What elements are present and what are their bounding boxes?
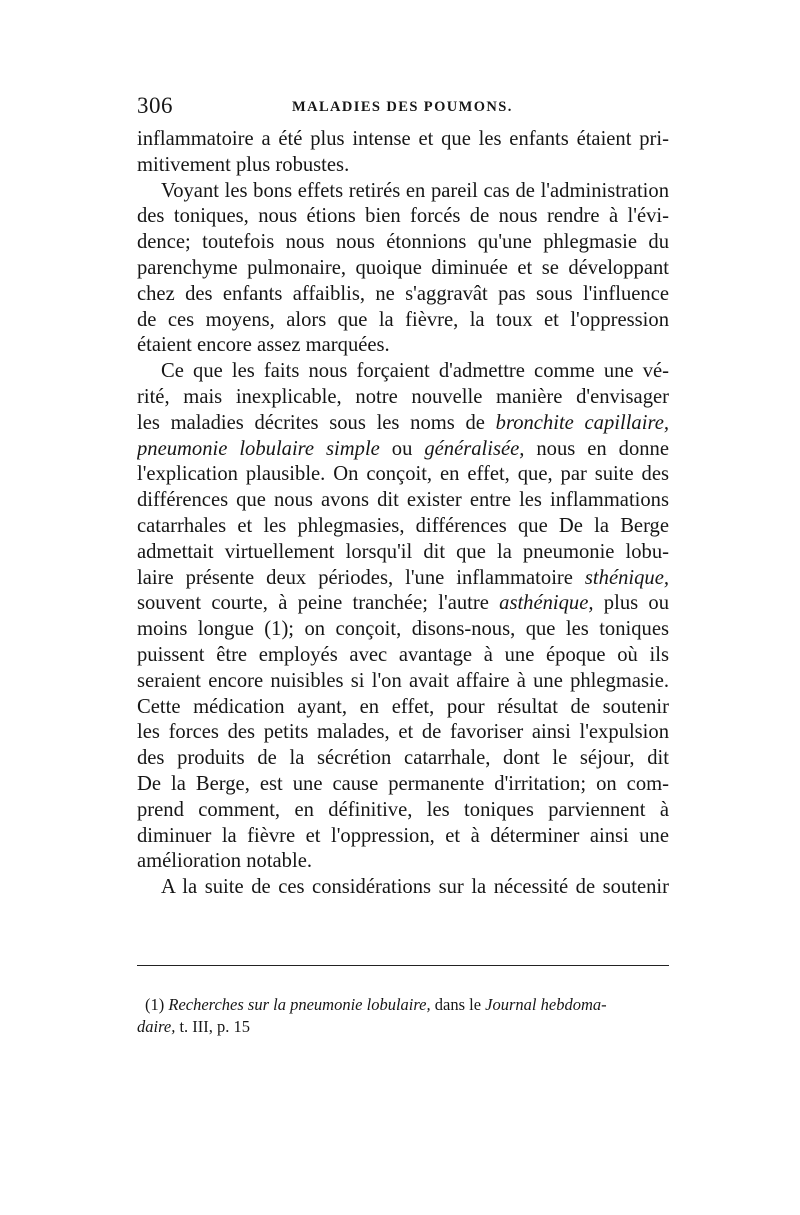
text-line: de ces moyens, alors que la fièvre, la toux et l'oppression [137, 308, 669, 331]
footnote-divider [137, 965, 669, 966]
text-line: souvent courte, à peine tranchée; l'autre asthénique, plus ou [137, 592, 669, 615]
text-line: l'explication plausible. On conçoit, en effet, que, par suite des [137, 463, 669, 486]
text-line: étaient encore assez marquées. [137, 334, 390, 357]
text-line: catarrhales et les phlegmasies, différences que De la Berge [137, 514, 669, 537]
text-line: des produits de la sécrétion catarrhale, dont le séjour, dit [137, 747, 669, 770]
footnote [137, 994, 669, 1038]
text-line: De la Berge, est une cause permanente d'irritation; on com- [137, 772, 669, 795]
text-line: Voyant les bons effets retirés en pareil cas de l'administration [161, 179, 669, 202]
text-line: prend comment, en définitive, les toniques parviennent à [137, 798, 669, 821]
text-line: inflammatoire a été plus intense et que les enfants étaient pri- [137, 128, 669, 150]
text-line: chez des enfants affaiblis, ne s'aggravât pas sous l'influence [137, 282, 669, 305]
text-line: rité, mais inexplicable, notre nouvelle manière d'envisager [137, 385, 669, 408]
text-line: différences que nous avons dit exister entre les inflammations [137, 489, 669, 512]
text-line: laire présente deux périodes, l'une inflammatoire sthénique, [137, 566, 669, 589]
page-number: 306 [137, 93, 173, 118]
text-line: parenchyme pulmonaire, quoique diminuée et se développant [137, 256, 669, 279]
text-line: pneumonie lobulaire simple ou généralisée, nous en donne [137, 437, 669, 460]
text-line: moins longue (1); on conçoit, disons-nous, que les toniques [137, 618, 669, 641]
text-line: Cette médication ayant, en effet, pour résultat de soutenir [137, 695, 669, 718]
page-header [137, 93, 669, 123]
body-text [137, 127, 669, 901]
footnote-line: daire, t. III, p. 15 [137, 1017, 251, 1036]
text-line: puissent être employés avec avantage à une époque où ils [137, 643, 669, 666]
text-line: les forces des petits malades, et de favoriser ainsi l'expulsion [137, 721, 669, 744]
text-line: les maladies décrites sous les noms de bronchite capillaire, [137, 411, 669, 434]
running-title: MALADIES DES POUMONS. [292, 99, 513, 115]
text-line: mitivement plus robustes. [137, 153, 350, 176]
text-line: seraient encore nuisibles si l'on avait affaire à une phlegmasie. [137, 669, 669, 692]
text-line: admettait virtuellement lorsqu'il dit que la pneumonie lobu- [137, 540, 669, 563]
footnote-line: (1) Recherches sur la pneumonie lobulaire, dans le Journal hebdoma- [145, 995, 607, 1014]
text-line: des toniques, nous étions bien forcés de nous rendre à l'évi- [137, 205, 669, 228]
text-line: A la suite de ces considérations sur la nécessité de soutenir [161, 876, 669, 899]
text-line: diminuer la fièvre et l'oppression, et à déterminer ainsi une [137, 824, 669, 847]
text-line: dence; toutefois nous nous étonnions qu'une phlegmasie du [137, 231, 669, 254]
text-line: amélioration notable. [137, 850, 312, 873]
text-line: Ce que les faits nous forçaient d'admettre comme une vé- [161, 360, 669, 383]
